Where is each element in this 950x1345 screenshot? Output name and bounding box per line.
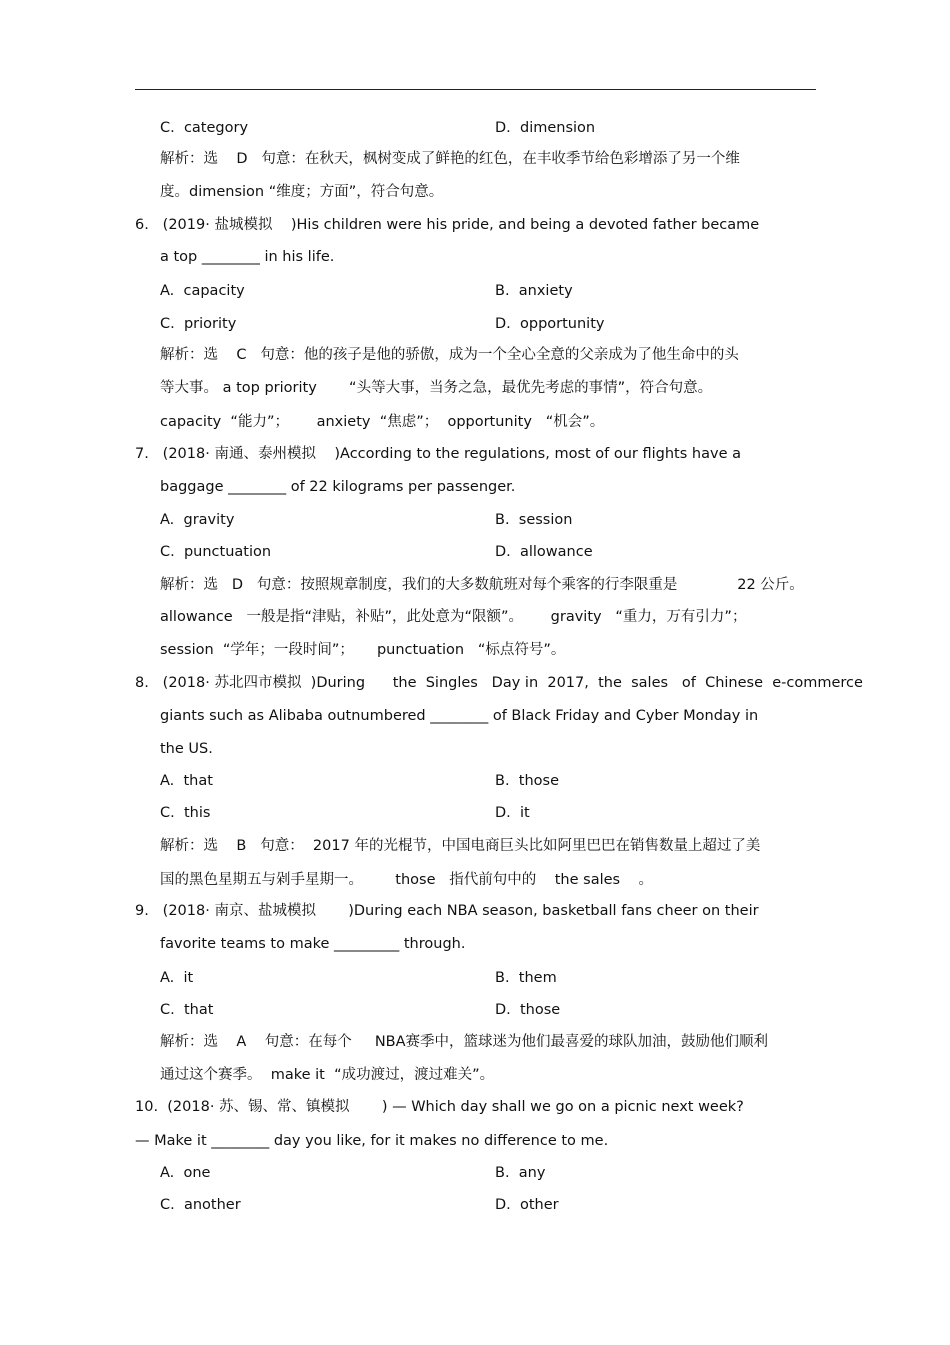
question-10-continued: — Make it ________ day you like, for it makes no difference to me. <box>135 1133 609 1149</box>
question-6-continued: a top ________ in his life. <box>160 249 335 265</box>
option-d: D. dimension <box>495 120 596 136</box>
analysis-line: 解析：选 C 句意：他的孩子是他的骄傲，成为一个全心全意的父亲成为了他生命中的头 <box>160 347 739 363</box>
option-a: A. it <box>160 970 194 986</box>
analysis-line: session “学年；一段时间”； punctuation “标点符号”。 <box>160 642 566 658</box>
option-d: D. allowance <box>495 544 593 560</box>
question-6: 6. (2019· 盐城模拟 )His children were his pride, and being a devoted father became <box>135 217 760 233</box>
question-8-continued: the US. <box>160 741 213 757</box>
option-b: B. any <box>495 1165 546 1181</box>
option-a: A. that <box>160 773 213 789</box>
option-b: B. those <box>495 773 559 789</box>
option-c: C. another <box>160 1197 241 1213</box>
option-a: A. capacity <box>160 283 245 299</box>
analysis-line: capacity “能力”； anxiety “焦虑”； opportunity “机会”。 <box>160 414 605 430</box>
option-c: C. category <box>160 120 249 136</box>
analysis-line: 解析：选 D 句意：在秋天，枫树变成了鲜艳的红色，在丰收季节给色彩增添了另一个维 <box>160 151 740 167</box>
option-b: B. anxiety <box>495 283 573 299</box>
analysis-line: 国的黑色星期五与剁手星期一。 those 指代前句中的 the sales 。 <box>160 872 654 888</box>
question-9-continued: favorite teams to make _________ through. <box>160 936 466 952</box>
analysis-line: 解析：选 B 句意： 2017 年的光棍节，中国电商巨头比如阿里巴巴在销售数量上超过了美 <box>160 838 761 854</box>
question-7-continued: baggage ________ of 22 kilograms per passenger. <box>160 479 516 495</box>
question-10: 10. (2018· 苏、锡、常、镇模拟 ) — Which day shall we go on a picnic next week? <box>135 1099 744 1115</box>
option-a: A. gravity <box>160 512 235 528</box>
option-d: D. opportunity <box>495 316 605 332</box>
analysis-line: allowance 一般是指“津贴，补贴”，此处意为“限额”。 gravity “重力，万有引力”； <box>160 609 747 625</box>
analysis-line: 度。dimension “维度；方面”，符合句意。 <box>160 184 444 200</box>
option-c: C. priority <box>160 316 237 332</box>
analysis-line: 等大事。 a top priority “头等大事，当务之急，最优先考虑的事情”，符合句意。 <box>160 380 713 396</box>
question-8: 8. (2018· 苏北四市模拟 )During the Singles Day in 2017, the sales of Chinese e-commerce <box>135 675 863 691</box>
analysis-line: 解析：选 D 句意：按照规章制度，我们的大多数航班对每个乘客的行李限重是 22 公斤。 <box>160 577 804 593</box>
question-8-continued: giants such as Alibaba outnumbered ________ of Black Friday and Cyber Monday in <box>160 708 759 724</box>
analysis-line: 通过这个赛季。 make it “成功渡过，渡过难关”。 <box>160 1067 495 1083</box>
option-d: D. other <box>495 1197 559 1213</box>
option-d: D. it <box>495 805 530 821</box>
header-rule <box>135 89 816 90</box>
option-c: C. this <box>160 805 211 821</box>
option-a: A. one <box>160 1165 211 1181</box>
option-b: B. them <box>495 970 557 986</box>
option-c: C. that <box>160 1002 214 1018</box>
question-7: 7. (2018· 南通、泰州模拟 )According to the regulations, most of our flights have a <box>135 446 741 462</box>
option-b: B. session <box>495 512 573 528</box>
analysis-line: 解析：选 A 句意：在每个 NBA赛季中，篮球迷为他们最喜爱的球队加油，鼓励他们顺利 <box>160 1034 769 1050</box>
option-c: C. punctuation <box>160 544 272 560</box>
option-d: D. those <box>495 1002 561 1018</box>
question-9: 9. (2018· 南京、盐城模拟 )During each NBA season, basketball fans cheer on their <box>135 903 759 919</box>
